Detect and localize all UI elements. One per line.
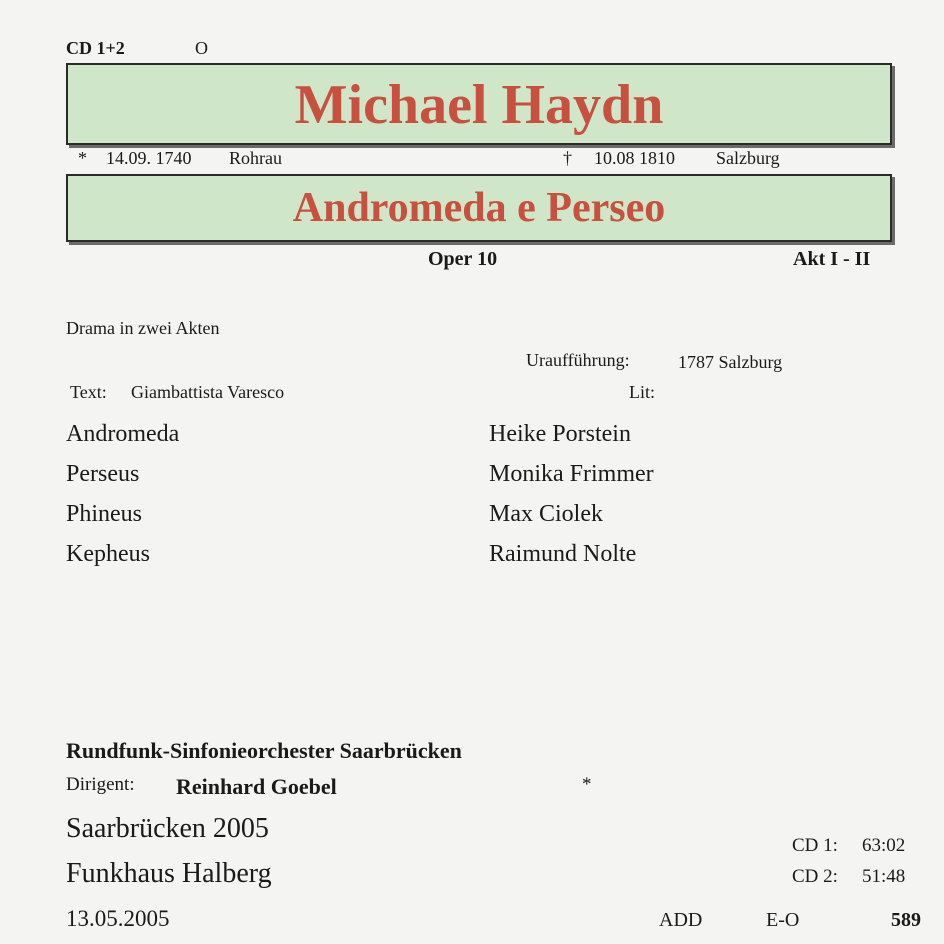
lit-label: Lit:	[629, 382, 655, 402]
format: ADD	[659, 909, 703, 931]
text-label: Text:	[70, 382, 107, 402]
premiere-value: 1787 Salzburg	[678, 352, 783, 372]
singer-name: Heike Porstein	[489, 421, 631, 447]
timing-cd2-value: 51:48	[862, 866, 906, 887]
text-author: Giambattista Varesco	[131, 382, 285, 402]
timing-cd1-value: 63:02	[862, 835, 906, 856]
recording-venue: Funkhaus Halberg	[66, 858, 272, 889]
role-list	[66, 414, 179, 574]
death-symbol: †	[563, 148, 572, 168]
singer-name: Monika Frimmer	[489, 461, 654, 487]
opus: Oper 10	[428, 248, 498, 270]
birth-place: Rohrau	[229, 148, 282, 168]
singer-name: Max Ciolek	[489, 501, 603, 527]
premiere-label: Uraufführung:	[526, 350, 630, 370]
timing-cd1-label: CD 1:	[792, 835, 838, 856]
role-name: Kepheus	[66, 541, 150, 567]
role-name: Phineus	[66, 501, 143, 527]
conductor-mark: *	[582, 774, 592, 795]
acts: Akt I - II	[793, 248, 871, 270]
role-name: Perseus	[66, 461, 140, 487]
timing-cd2-label: CD 2:	[792, 866, 838, 887]
conductor-name: Reinhard Goebel	[176, 774, 337, 799]
birth-date: 14.09. 1740	[106, 148, 192, 168]
conductor-label: Dirigent:	[66, 774, 135, 795]
death-place: Salzburg	[716, 148, 780, 168]
cd-label: CD 1+2	[66, 38, 125, 58]
recording-date: 13.05.2005	[66, 906, 170, 931]
composer-name: Michael Haydn	[294, 74, 664, 136]
composer-banner	[66, 63, 892, 145]
recording-city-year: Saarbrücken 2005	[66, 813, 269, 844]
singer-list	[489, 414, 654, 574]
work-banner	[66, 174, 892, 242]
role-name: Andromeda	[66, 421, 180, 447]
header-mark: O	[195, 38, 208, 58]
singer-name: Raimund Nolte	[489, 541, 637, 567]
genre: Drama in zwei Akten	[66, 318, 220, 338]
edition-code: E-O	[766, 909, 800, 931]
orchestra: Rundfunk-Sinfonieorchester Saarbrücken	[66, 738, 462, 763]
birth-symbol: *	[78, 148, 87, 168]
catalog-number: 589	[891, 909, 921, 931]
work-title: Andromeda e Perseo	[292, 185, 666, 231]
death-date: 10.08 1810	[594, 148, 675, 168]
